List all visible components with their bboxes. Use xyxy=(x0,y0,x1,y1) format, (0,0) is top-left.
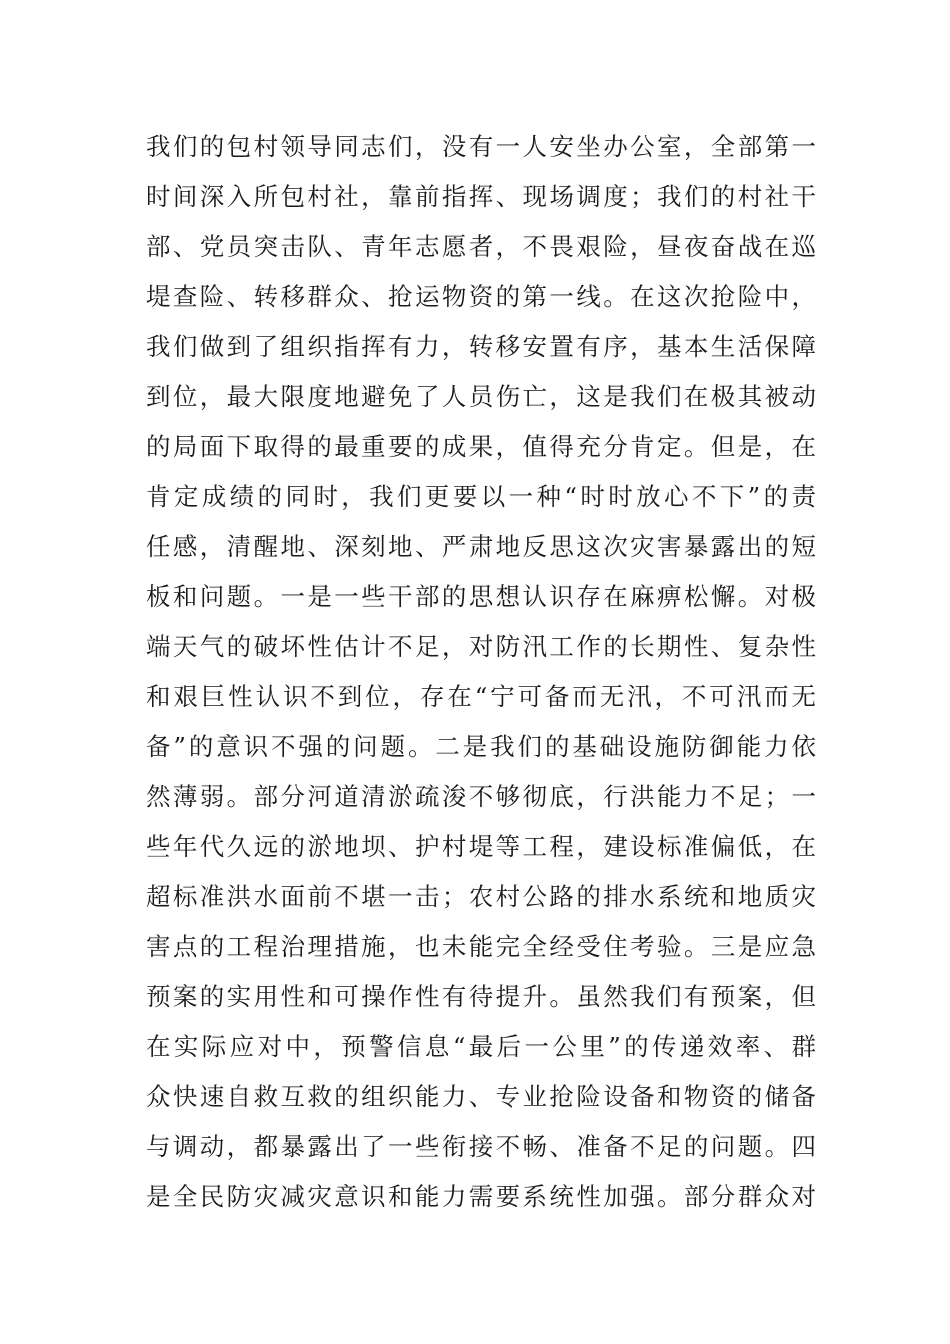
text-line: 部、党员突击队、青年志愿者，不畏艰险，昼夜奋战在巡 xyxy=(146,232,816,261)
text-line: 与调动，都暴露出了一些衔接不畅、准备不足的问题。四 xyxy=(146,1132,816,1161)
text-line: 时间深入所包村社，靠前指挥、现场调度；我们的村社干 xyxy=(146,182,816,211)
text-line: 是全民防灾减灾意识和能力需要系统性加强。部分群众对 xyxy=(146,1182,816,1211)
text-line: 预案的实用性和可操作性有待提升。虽然我们有预案，但 xyxy=(146,982,816,1011)
text-line: 些年代久远的淤地坝、护村堤等工程，建设标准偏低，在 xyxy=(146,832,816,861)
text-line: 我们的包村领导同志们，没有一人安坐办公室，全部第一 xyxy=(146,132,816,161)
text-line: 我们做到了组织指挥有力，转移安置有序，基本生活保障 xyxy=(146,332,816,361)
text-line: 板和问题。一是一些干部的思想认识存在麻痹松懈。对极 xyxy=(146,582,816,611)
text-line: 备”的意识不强的问题。二是我们的基础设施防御能力依 xyxy=(146,732,816,761)
text-line: 堤查险、转移群众、抢运物资的第一线。在这次抢险中， xyxy=(146,282,816,311)
text-line: 害点的工程治理措施，也未能完全经受住考验。三是应急 xyxy=(146,932,816,961)
text-line: 众快速自救互救的组织能力、专业抢险设备和物资的储备 xyxy=(146,1082,816,1111)
text-line: 的局面下取得的最重要的成果，值得充分肯定。但是，在 xyxy=(146,432,816,461)
text-line: 超标准洪水面前不堪一击；农村公路的排水系统和地质灾 xyxy=(146,882,816,911)
text-line: 肯定成绩的同时，我们更要以一种“时时放心不下”的责 xyxy=(146,482,816,511)
body-text xyxy=(146,122,816,1222)
text-line: 端天气的破坏性估计不足，对防汛工作的长期性、复杂性 xyxy=(146,632,816,661)
text-line: 任感，清醒地、深刻地、严肃地反思这次灾害暴露出的短 xyxy=(146,532,816,561)
text-line: 在实际应对中，预警信息“最后一公里”的传递效率、群 xyxy=(146,1032,816,1061)
text-line: 和艰巨性认识不到位，存在“宁可备而无汛，不可汛而无 xyxy=(146,682,816,711)
text-line: 然薄弱。部分河道清淤疏浚不够彻底，行洪能力不足；一 xyxy=(146,782,816,811)
text-line: 到位，最大限度地避免了人员伤亡，这是我们在极其被动 xyxy=(146,382,816,411)
